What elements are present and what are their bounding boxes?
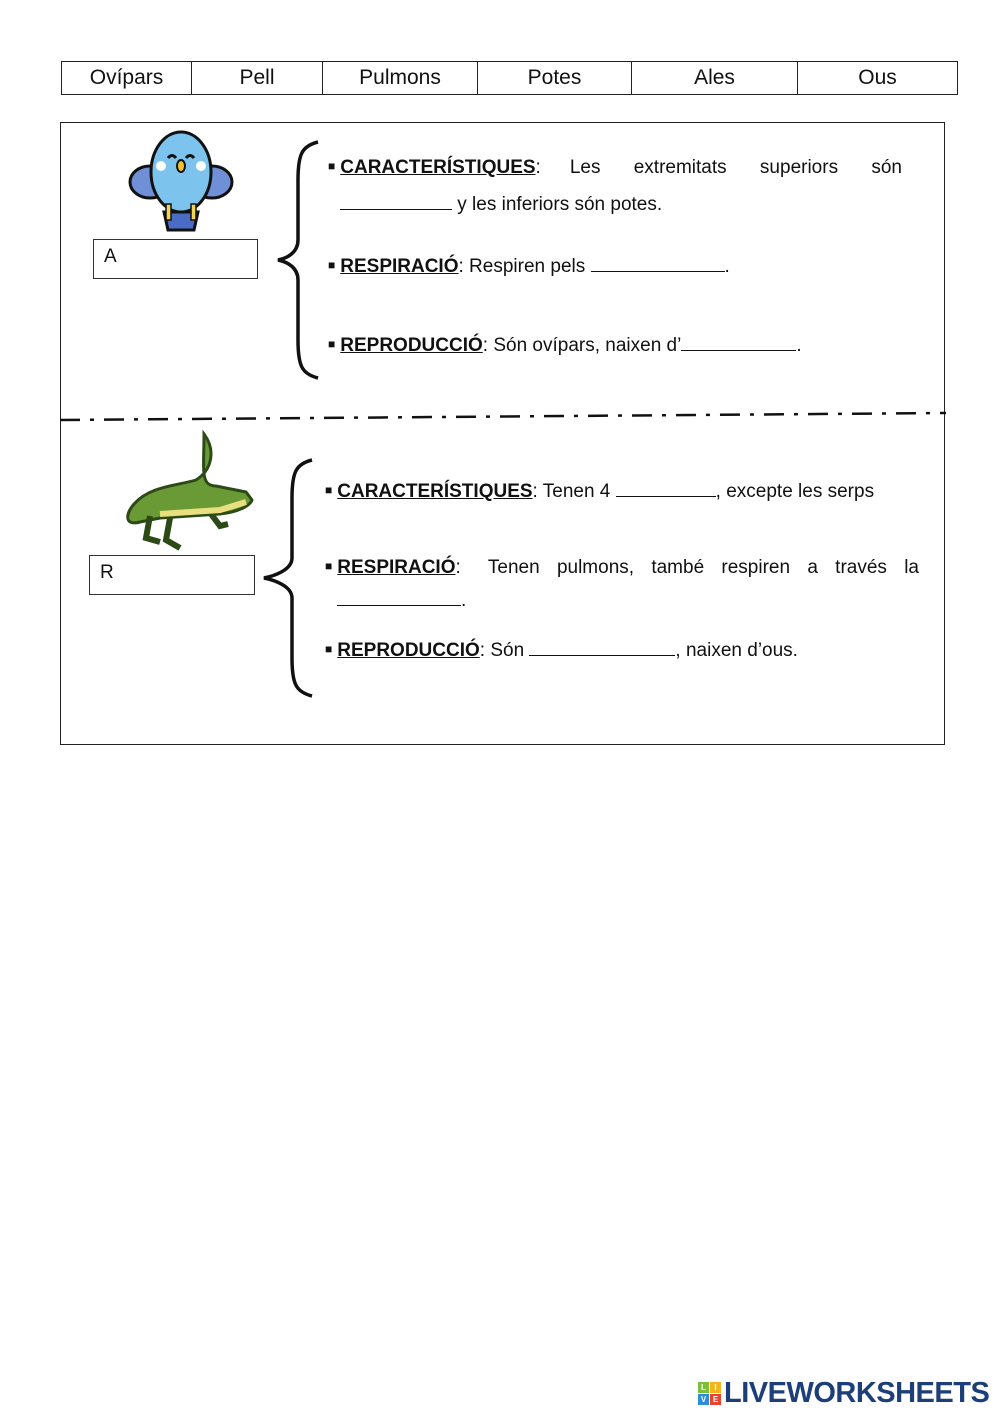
- crocodile-image: [120, 430, 256, 552]
- blank-input[interactable]: [616, 478, 716, 497]
- bird-characteristics: ■ CARACTERÍSTIQUES: Les extremitats superiors són: [328, 157, 902, 178]
- bird-image: [128, 130, 234, 234]
- liveworksheets-logo: [698, 1377, 989, 1410]
- bird-respiration: ■ RESPIRACIÓ: Respiren pels .: [328, 253, 730, 278]
- reptile-char-text: : Tenen 4: [532, 481, 611, 502]
- reptile-resp-text: Tenen pulmons, també respiren a través la: [487, 557, 919, 578]
- reptile-answer-input[interactable]: R: [89, 555, 255, 595]
- label-reproduccio: REPRODUCCIÓ: [337, 640, 480, 661]
- blank-input[interactable]: [529, 637, 675, 656]
- label-respiracio: RESPIRACIÓ: [340, 256, 459, 277]
- blank-input[interactable]: [337, 587, 461, 606]
- word-bank-item: Ales: [632, 62, 798, 94]
- brace-icon: [260, 458, 314, 698]
- reptile-reproduction: ■ REPRODUCCIÓ: Són , naixen d’ous.: [325, 637, 798, 662]
- word-bank: [61, 61, 958, 95]
- blank-input[interactable]: [591, 253, 725, 272]
- label-caracteristiques: CARACTERÍSTIQUES: [337, 481, 533, 502]
- word-bank-item: Ovípars: [62, 62, 192, 94]
- bird-char-text: Les extremitats superiors són: [569, 157, 902, 178]
- logo-badge-icon: L I V E: [698, 1382, 721, 1405]
- bird-answer-input[interactable]: A: [93, 239, 258, 279]
- bird-char-text2: y les inferiors són potes.: [457, 194, 663, 215]
- label-reproduccio: REPRODUCCIÓ: [340, 335, 483, 356]
- reptile-repro-text: : Són: [479, 640, 525, 661]
- logo-text: LIVEWORKSHEETS: [724, 1377, 990, 1409]
- word-bank-item: Pell: [192, 62, 323, 94]
- bird-resp-text: : Respiren pels: [458, 256, 586, 277]
- reptile-repro-text2: , naixen d’ous.: [675, 640, 798, 661]
- dash-dot-divider: [60, 405, 946, 425]
- label-respiracio: RESPIRACIÓ: [337, 557, 456, 578]
- reptile-resp-line2: .: [337, 587, 466, 612]
- word-bank-item: Ous: [858, 66, 897, 89]
- blank-input[interactable]: [681, 332, 796, 351]
- reptile-respiration: ■ RESPIRACIÓ: Tenen pulmons, també respiren a través la: [325, 557, 919, 578]
- bird-reproduction: ■ REPRODUCCIÓ: Són ovípars, naixen d’ .: [328, 332, 802, 357]
- word-bank-item: Pulmons: [323, 62, 478, 94]
- reptile-characteristics: ■ CARACTERÍSTIQUES: Tenen 4 , excepte les serps: [325, 478, 874, 503]
- reptile-char-text2: , excepte les serps: [715, 481, 875, 502]
- word-bank-item: Potes: [478, 62, 632, 94]
- bird-char-line2: [340, 191, 662, 216]
- brace-icon: [274, 140, 320, 380]
- bird-repro-text: : Són ovípars, naixen d’: [482, 335, 682, 356]
- blank-input[interactable]: [340, 191, 452, 210]
- label-caracteristiques: CARACTERÍSTIQUES: [340, 157, 536, 178]
